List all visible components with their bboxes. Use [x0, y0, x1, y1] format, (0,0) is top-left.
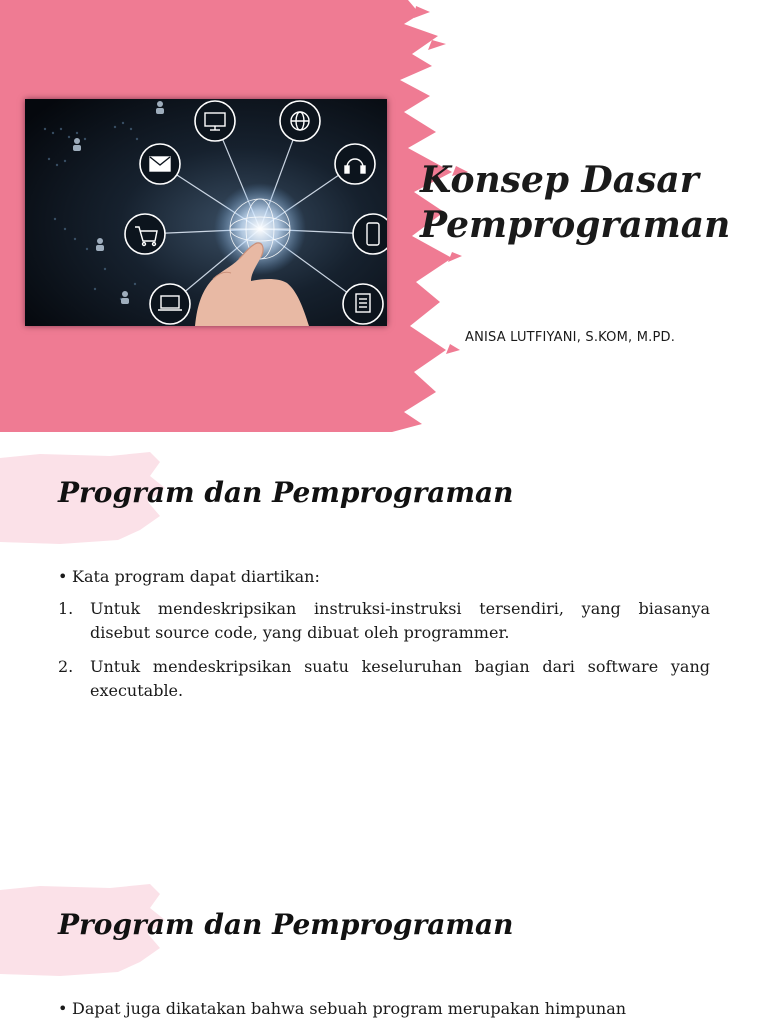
- slide-heading: Program dan Pemprograman: [58, 476, 514, 509]
- list-item: [58, 597, 710, 645]
- title-line-2: Pemprograman: [420, 204, 731, 246]
- content-slide-2: [0, 864, 768, 1024]
- list-item: [58, 655, 710, 703]
- content-slide-1: [0, 432, 768, 864]
- hero-network-image: [25, 99, 387, 326]
- author-name: ANISA LUTFIYANI, S.KOM, M.PD.: [465, 330, 676, 345]
- bullet-text: Dapat juga dikatakan bahwa sebuah program merupakan himpunan: [72, 999, 627, 1018]
- list-item-text: Untuk mendeskripsikan instruksi-instruksi tersendiri, yang biasanya disebut source code, yang dibuat oleh programmer.: [90, 599, 710, 642]
- list-number: 1.: [58, 599, 74, 618]
- bullet-mark: •: [58, 999, 68, 1018]
- list-item-text: Untuk mendeskripsikan suatu keseluruhan bagian dari software yang executable.: [90, 657, 710, 700]
- bullet-text: Kata program dapat diartikan:: [72, 567, 320, 586]
- slide-body: [58, 997, 710, 1021]
- bullet-mark: •: [58, 567, 68, 586]
- bullet-point: [58, 997, 710, 1021]
- title-slide: [0, 0, 768, 432]
- slide-body: [58, 565, 710, 713]
- bullet-point: [58, 565, 710, 589]
- list-number: 2.: [58, 657, 74, 676]
- numbered-list: [58, 597, 710, 703]
- slide-heading: Program dan Pemprograman: [58, 908, 514, 941]
- presentation-title: [420, 158, 760, 248]
- title-line-1: Konsep Dasar: [420, 159, 699, 201]
